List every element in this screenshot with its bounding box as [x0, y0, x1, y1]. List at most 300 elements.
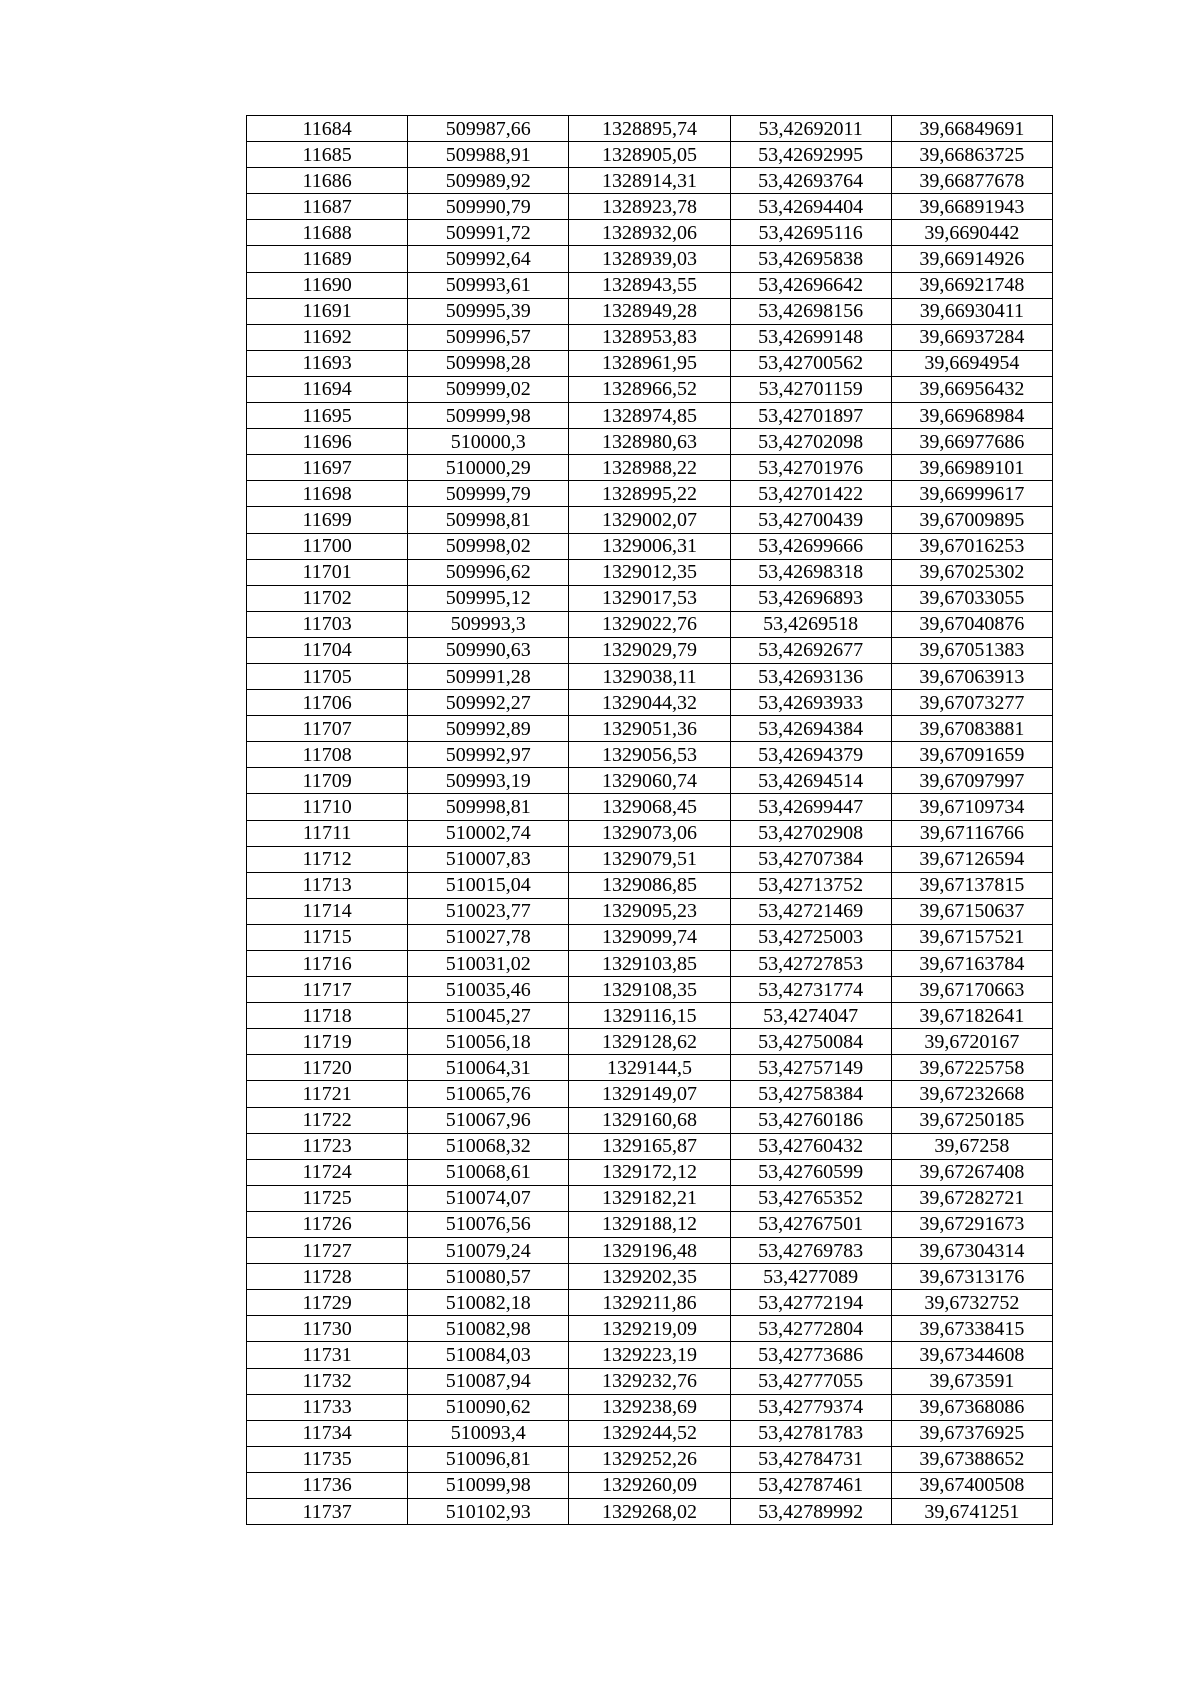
latitude-cell: 53,42702908	[730, 820, 891, 846]
y-coordinate-cell: 1328932,06	[569, 220, 730, 246]
longitude-cell: 39,66930411	[891, 298, 1052, 324]
y-coordinate-cell: 1329108,35	[569, 977, 730, 1003]
y-coordinate-cell: 1329095,23	[569, 898, 730, 924]
x-coordinate-cell: 510031,02	[408, 951, 569, 977]
table-row	[247, 1238, 1053, 1264]
point-number-cell: 11698	[247, 481, 408, 507]
longitude-cell: 39,67258	[891, 1133, 1052, 1159]
x-coordinate-cell: 509988,91	[408, 142, 569, 168]
longitude-cell: 39,67040876	[891, 611, 1052, 637]
table-row	[247, 481, 1053, 507]
latitude-cell: 53,42777055	[730, 1368, 891, 1394]
x-coordinate-cell: 509990,79	[408, 194, 569, 220]
x-coordinate-cell: 510082,98	[408, 1316, 569, 1342]
longitude-cell: 39,66914926	[891, 246, 1052, 272]
x-coordinate-cell: 510102,93	[408, 1498, 569, 1524]
latitude-cell: 53,42707384	[730, 846, 891, 872]
table-row	[247, 1264, 1053, 1290]
table-row	[247, 1316, 1053, 1342]
latitude-cell: 53,42695838	[730, 246, 891, 272]
latitude-cell: 53,42701422	[730, 481, 891, 507]
latitude-cell: 53,42695116	[730, 220, 891, 246]
table-row	[247, 429, 1053, 455]
latitude-cell: 53,42698156	[730, 298, 891, 324]
point-number-cell: 11717	[247, 977, 408, 1003]
table-row	[247, 220, 1053, 246]
table-row	[247, 977, 1053, 1003]
latitude-cell: 53,42702098	[730, 429, 891, 455]
point-number-cell: 11687	[247, 194, 408, 220]
table-row	[247, 533, 1053, 559]
longitude-cell: 39,67388652	[891, 1446, 1052, 1472]
point-number-cell: 11701	[247, 559, 408, 585]
x-coordinate-cell: 509989,92	[408, 168, 569, 194]
table-row	[247, 1368, 1053, 1394]
point-number-cell: 11737	[247, 1498, 408, 1524]
y-coordinate-cell: 1328914,31	[569, 168, 730, 194]
x-coordinate-cell: 510067,96	[408, 1107, 569, 1133]
point-number-cell: 11731	[247, 1342, 408, 1368]
y-coordinate-cell: 1328980,63	[569, 429, 730, 455]
table-row	[247, 924, 1053, 950]
table-row	[247, 951, 1053, 977]
x-coordinate-cell: 509991,72	[408, 220, 569, 246]
y-coordinate-cell: 1328953,83	[569, 324, 730, 350]
table-row	[247, 1446, 1053, 1472]
latitude-cell: 53,42701159	[730, 376, 891, 402]
y-coordinate-cell: 1329022,76	[569, 611, 730, 637]
table-row	[247, 1472, 1053, 1498]
latitude-cell: 53,42784731	[730, 1446, 891, 1472]
x-coordinate-cell: 509992,27	[408, 690, 569, 716]
table-row	[247, 1107, 1053, 1133]
y-coordinate-cell: 1329244,52	[569, 1420, 730, 1446]
latitude-cell: 53,4269518	[730, 611, 891, 637]
longitude-cell: 39,66977686	[891, 429, 1052, 455]
x-coordinate-cell: 510000,29	[408, 455, 569, 481]
point-number-cell: 11700	[247, 533, 408, 559]
point-number-cell: 11690	[247, 272, 408, 298]
y-coordinate-cell: 1329068,45	[569, 794, 730, 820]
table-row	[247, 1055, 1053, 1081]
table-row	[247, 663, 1053, 689]
point-number-cell: 11686	[247, 168, 408, 194]
point-number-cell: 11696	[247, 429, 408, 455]
longitude-cell: 39,66921748	[891, 272, 1052, 298]
longitude-cell: 39,66849691	[891, 116, 1052, 142]
y-coordinate-cell: 1329060,74	[569, 768, 730, 794]
latitude-cell: 53,42696642	[730, 272, 891, 298]
latitude-cell: 53,42769783	[730, 1238, 891, 1264]
latitude-cell: 53,42693136	[730, 663, 891, 689]
longitude-cell: 39,6694954	[891, 350, 1052, 376]
table-row	[247, 742, 1053, 768]
point-number-cell: 11684	[247, 116, 408, 142]
latitude-cell: 53,42700439	[730, 507, 891, 533]
longitude-cell: 39,66999617	[891, 481, 1052, 507]
x-coordinate-cell: 509996,57	[408, 324, 569, 350]
point-number-cell: 11714	[247, 898, 408, 924]
y-coordinate-cell: 1328961,95	[569, 350, 730, 376]
table-row	[247, 872, 1053, 898]
table-row	[247, 246, 1053, 272]
y-coordinate-cell: 1329006,31	[569, 533, 730, 559]
y-coordinate-cell: 1328905,05	[569, 142, 730, 168]
latitude-cell: 53,42760432	[730, 1133, 891, 1159]
table-row	[247, 1159, 1053, 1185]
longitude-cell: 39,67304314	[891, 1238, 1052, 1264]
x-coordinate-cell: 509993,19	[408, 768, 569, 794]
y-coordinate-cell: 1329128,62	[569, 1029, 730, 1055]
latitude-cell: 53,42773686	[730, 1342, 891, 1368]
point-number-cell: 11692	[247, 324, 408, 350]
longitude-cell: 39,6720167	[891, 1029, 1052, 1055]
longitude-cell: 39,66863725	[891, 142, 1052, 168]
y-coordinate-cell: 1328966,52	[569, 376, 730, 402]
table-row	[247, 1290, 1053, 1316]
x-coordinate-cell: 510023,77	[408, 898, 569, 924]
latitude-cell: 53,42725003	[730, 924, 891, 950]
longitude-cell: 39,66937284	[891, 324, 1052, 350]
y-coordinate-cell: 1328988,22	[569, 455, 730, 481]
latitude-cell: 53,42757149	[730, 1055, 891, 1081]
y-coordinate-cell: 1328974,85	[569, 403, 730, 429]
latitude-cell: 53,42693933	[730, 690, 891, 716]
x-coordinate-cell: 510064,31	[408, 1055, 569, 1081]
x-coordinate-cell: 510090,62	[408, 1394, 569, 1420]
longitude-cell: 39,67137815	[891, 872, 1052, 898]
latitude-cell: 53,42750084	[730, 1029, 891, 1055]
y-coordinate-cell: 1329219,09	[569, 1316, 730, 1342]
point-number-cell: 11728	[247, 1264, 408, 1290]
point-number-cell: 11723	[247, 1133, 408, 1159]
point-number-cell: 11694	[247, 376, 408, 402]
latitude-cell: 53,42727853	[730, 951, 891, 977]
x-coordinate-cell: 510035,46	[408, 977, 569, 1003]
table-row	[247, 559, 1053, 585]
longitude-cell: 39,67033055	[891, 585, 1052, 611]
point-number-cell: 11735	[247, 1446, 408, 1472]
longitude-cell: 39,67313176	[891, 1264, 1052, 1290]
x-coordinate-cell: 509993,61	[408, 272, 569, 298]
table-row	[247, 350, 1053, 376]
y-coordinate-cell: 1328939,03	[569, 246, 730, 272]
longitude-cell: 39,66968984	[891, 403, 1052, 429]
point-number-cell: 11702	[247, 585, 408, 611]
table-row	[247, 455, 1053, 481]
table-row	[247, 690, 1053, 716]
longitude-cell: 39,67025302	[891, 559, 1052, 585]
table-row	[247, 116, 1053, 142]
point-number-cell: 11713	[247, 872, 408, 898]
y-coordinate-cell: 1329056,53	[569, 742, 730, 768]
x-coordinate-cell: 510084,03	[408, 1342, 569, 1368]
longitude-cell: 39,673591	[891, 1368, 1052, 1394]
latitude-cell: 53,42772194	[730, 1290, 891, 1316]
table-row	[247, 1133, 1053, 1159]
x-coordinate-cell: 510045,27	[408, 1003, 569, 1029]
x-coordinate-cell: 510065,76	[408, 1081, 569, 1107]
point-number-cell: 11699	[247, 507, 408, 533]
x-coordinate-cell: 509992,64	[408, 246, 569, 272]
y-coordinate-cell: 1328895,74	[569, 116, 730, 142]
point-number-cell: 11727	[247, 1238, 408, 1264]
x-coordinate-cell: 510068,61	[408, 1159, 569, 1185]
y-coordinate-cell: 1329044,32	[569, 690, 730, 716]
table-row	[247, 194, 1053, 220]
y-coordinate-cell: 1329165,87	[569, 1133, 730, 1159]
table-row	[247, 1003, 1053, 1029]
y-coordinate-cell: 1329086,85	[569, 872, 730, 898]
y-coordinate-cell: 1329116,15	[569, 1003, 730, 1029]
table-row	[247, 507, 1053, 533]
point-number-cell: 11711	[247, 820, 408, 846]
point-number-cell: 11725	[247, 1185, 408, 1211]
table-row	[247, 376, 1053, 402]
longitude-cell: 39,6690442	[891, 220, 1052, 246]
table-row	[247, 611, 1053, 637]
y-coordinate-cell: 1329079,51	[569, 846, 730, 872]
y-coordinate-cell: 1329160,68	[569, 1107, 730, 1133]
x-coordinate-cell: 509998,28	[408, 350, 569, 376]
coordinates-table	[246, 115, 1053, 1525]
point-number-cell: 11734	[247, 1420, 408, 1446]
x-coordinate-cell: 509995,12	[408, 585, 569, 611]
point-number-cell: 11729	[247, 1290, 408, 1316]
longitude-cell: 39,67368086	[891, 1394, 1052, 1420]
table-row	[247, 846, 1053, 872]
latitude-cell: 53,42767501	[730, 1211, 891, 1237]
table-row	[247, 637, 1053, 663]
y-coordinate-cell: 1329012,35	[569, 559, 730, 585]
latitude-cell: 53,4274047	[730, 1003, 891, 1029]
x-coordinate-cell: 510000,3	[408, 429, 569, 455]
y-coordinate-cell: 1329188,12	[569, 1211, 730, 1237]
table-row	[247, 1211, 1053, 1237]
x-coordinate-cell: 510099,98	[408, 1472, 569, 1498]
latitude-cell: 53,42772804	[730, 1316, 891, 1342]
x-coordinate-cell: 509993,3	[408, 611, 569, 637]
longitude-cell: 39,6732752	[891, 1290, 1052, 1316]
x-coordinate-cell: 510096,81	[408, 1446, 569, 1472]
latitude-cell: 53,42699666	[730, 533, 891, 559]
table-row	[247, 1342, 1053, 1368]
point-number-cell: 11709	[247, 768, 408, 794]
x-coordinate-cell: 509995,39	[408, 298, 569, 324]
latitude-cell: 53,42693764	[730, 168, 891, 194]
point-number-cell: 11688	[247, 220, 408, 246]
latitude-cell: 53,42701897	[730, 403, 891, 429]
longitude-cell: 39,66989101	[891, 455, 1052, 481]
x-coordinate-cell: 509996,62	[408, 559, 569, 585]
point-number-cell: 11716	[247, 951, 408, 977]
table-row	[247, 716, 1053, 742]
y-coordinate-cell: 1329144,5	[569, 1055, 730, 1081]
longitude-cell: 39,6741251	[891, 1498, 1052, 1524]
y-coordinate-cell: 1329211,86	[569, 1290, 730, 1316]
latitude-cell: 53,42781783	[730, 1420, 891, 1446]
point-number-cell: 11689	[247, 246, 408, 272]
longitude-cell: 39,67116766	[891, 820, 1052, 846]
y-coordinate-cell: 1329252,26	[569, 1446, 730, 1472]
x-coordinate-cell: 510056,18	[408, 1029, 569, 1055]
y-coordinate-cell: 1329051,36	[569, 716, 730, 742]
point-number-cell: 11695	[247, 403, 408, 429]
longitude-cell: 39,67091659	[891, 742, 1052, 768]
y-coordinate-cell: 1329099,74	[569, 924, 730, 950]
table-row	[247, 298, 1053, 324]
x-coordinate-cell: 510007,83	[408, 846, 569, 872]
latitude-cell: 53,42701976	[730, 455, 891, 481]
table-row	[247, 898, 1053, 924]
longitude-cell: 39,67009895	[891, 507, 1052, 533]
point-number-cell: 11707	[247, 716, 408, 742]
point-number-cell: 11722	[247, 1107, 408, 1133]
latitude-cell: 53,42692995	[730, 142, 891, 168]
table-row	[247, 794, 1053, 820]
latitude-cell: 53,42787461	[730, 1472, 891, 1498]
table-row	[247, 1498, 1053, 1524]
table-row	[247, 1029, 1053, 1055]
latitude-cell: 53,42694404	[730, 194, 891, 220]
point-number-cell: 11691	[247, 298, 408, 324]
y-coordinate-cell: 1329268,02	[569, 1498, 730, 1524]
coordinates-table-body	[247, 116, 1053, 1525]
x-coordinate-cell: 510076,56	[408, 1211, 569, 1237]
y-coordinate-cell: 1328995,22	[569, 481, 730, 507]
point-number-cell: 11732	[247, 1368, 408, 1394]
point-number-cell: 11710	[247, 794, 408, 820]
point-number-cell: 11720	[247, 1055, 408, 1081]
point-number-cell: 11719	[247, 1029, 408, 1055]
longitude-cell: 39,66891943	[891, 194, 1052, 220]
point-number-cell: 11693	[247, 350, 408, 376]
x-coordinate-cell: 510002,74	[408, 820, 569, 846]
longitude-cell: 39,67344608	[891, 1342, 1052, 1368]
longitude-cell: 39,67225758	[891, 1055, 1052, 1081]
longitude-cell: 39,67182641	[891, 1003, 1052, 1029]
x-coordinate-cell: 510082,18	[408, 1290, 569, 1316]
latitude-cell: 53,42731774	[730, 977, 891, 1003]
longitude-cell: 39,67232668	[891, 1081, 1052, 1107]
latitude-cell: 53,42699447	[730, 794, 891, 820]
longitude-cell: 39,67282721	[891, 1185, 1052, 1211]
longitude-cell: 39,67250185	[891, 1107, 1052, 1133]
x-coordinate-cell: 509990,63	[408, 637, 569, 663]
table-row	[247, 272, 1053, 298]
x-coordinate-cell: 510015,04	[408, 872, 569, 898]
latitude-cell: 53,42765352	[730, 1185, 891, 1211]
x-coordinate-cell: 510080,57	[408, 1264, 569, 1290]
y-coordinate-cell: 1329196,48	[569, 1238, 730, 1264]
longitude-cell: 39,67073277	[891, 690, 1052, 716]
point-number-cell: 11704	[247, 637, 408, 663]
x-coordinate-cell: 509992,89	[408, 716, 569, 742]
point-number-cell: 11685	[247, 142, 408, 168]
point-number-cell: 11712	[247, 846, 408, 872]
point-number-cell: 11721	[247, 1081, 408, 1107]
x-coordinate-cell: 510074,07	[408, 1185, 569, 1211]
x-coordinate-cell: 509987,66	[408, 116, 569, 142]
x-coordinate-cell: 510027,78	[408, 924, 569, 950]
point-number-cell: 11697	[247, 455, 408, 481]
longitude-cell: 39,67063913	[891, 663, 1052, 689]
point-number-cell: 11726	[247, 1211, 408, 1237]
latitude-cell: 53,42692011	[730, 116, 891, 142]
latitude-cell: 53,42694379	[730, 742, 891, 768]
latitude-cell: 53,42694384	[730, 716, 891, 742]
latitude-cell: 53,42700562	[730, 350, 891, 376]
longitude-cell: 39,67083881	[891, 716, 1052, 742]
latitude-cell: 53,42699148	[730, 324, 891, 350]
point-number-cell: 11733	[247, 1394, 408, 1420]
point-number-cell: 11715	[247, 924, 408, 950]
point-number-cell: 11730	[247, 1316, 408, 1342]
x-coordinate-cell: 509999,98	[408, 403, 569, 429]
latitude-cell: 53,42760186	[730, 1107, 891, 1133]
y-coordinate-cell: 1329182,21	[569, 1185, 730, 1211]
y-coordinate-cell: 1329038,11	[569, 663, 730, 689]
table-row	[247, 1394, 1053, 1420]
latitude-cell: 53,42694514	[730, 768, 891, 794]
longitude-cell: 39,67400508	[891, 1472, 1052, 1498]
point-number-cell: 11705	[247, 663, 408, 689]
x-coordinate-cell: 510087,94	[408, 1368, 569, 1394]
table-row	[247, 585, 1053, 611]
longitude-cell: 39,66956432	[891, 376, 1052, 402]
y-coordinate-cell: 1329017,53	[569, 585, 730, 611]
y-coordinate-cell: 1329073,06	[569, 820, 730, 846]
table-row	[247, 768, 1053, 794]
y-coordinate-cell: 1329029,79	[569, 637, 730, 663]
latitude-cell: 53,42721469	[730, 898, 891, 924]
y-coordinate-cell: 1329260,09	[569, 1472, 730, 1498]
point-number-cell: 11703	[247, 611, 408, 637]
longitude-cell: 39,67157521	[891, 924, 1052, 950]
longitude-cell: 39,66877678	[891, 168, 1052, 194]
y-coordinate-cell: 1328943,55	[569, 272, 730, 298]
y-coordinate-cell: 1328923,78	[569, 194, 730, 220]
y-coordinate-cell: 1329002,07	[569, 507, 730, 533]
longitude-cell: 39,67126594	[891, 846, 1052, 872]
longitude-cell: 39,67109734	[891, 794, 1052, 820]
table-row	[247, 1081, 1053, 1107]
y-coordinate-cell: 1329149,07	[569, 1081, 730, 1107]
latitude-cell: 53,42698318	[730, 559, 891, 585]
latitude-cell: 53,42789992	[730, 1498, 891, 1524]
x-coordinate-cell: 509998,81	[408, 794, 569, 820]
x-coordinate-cell: 509999,79	[408, 481, 569, 507]
x-coordinate-cell: 509991,28	[408, 663, 569, 689]
x-coordinate-cell: 509999,02	[408, 376, 569, 402]
latitude-cell: 53,42779374	[730, 1394, 891, 1420]
y-coordinate-cell: 1329172,12	[569, 1159, 730, 1185]
point-number-cell: 11718	[247, 1003, 408, 1029]
longitude-cell: 39,67051383	[891, 637, 1052, 663]
longitude-cell: 39,67338415	[891, 1316, 1052, 1342]
table-row	[247, 1420, 1053, 1446]
table-row	[247, 324, 1053, 350]
longitude-cell: 39,67170663	[891, 977, 1052, 1003]
x-coordinate-cell: 510093,4	[408, 1420, 569, 1446]
x-coordinate-cell: 509992,97	[408, 742, 569, 768]
x-coordinate-cell: 510079,24	[408, 1238, 569, 1264]
longitude-cell: 39,67097997	[891, 768, 1052, 794]
longitude-cell: 39,67163784	[891, 951, 1052, 977]
longitude-cell: 39,67150637	[891, 898, 1052, 924]
y-coordinate-cell: 1329232,76	[569, 1368, 730, 1394]
y-coordinate-cell: 1329202,35	[569, 1264, 730, 1290]
